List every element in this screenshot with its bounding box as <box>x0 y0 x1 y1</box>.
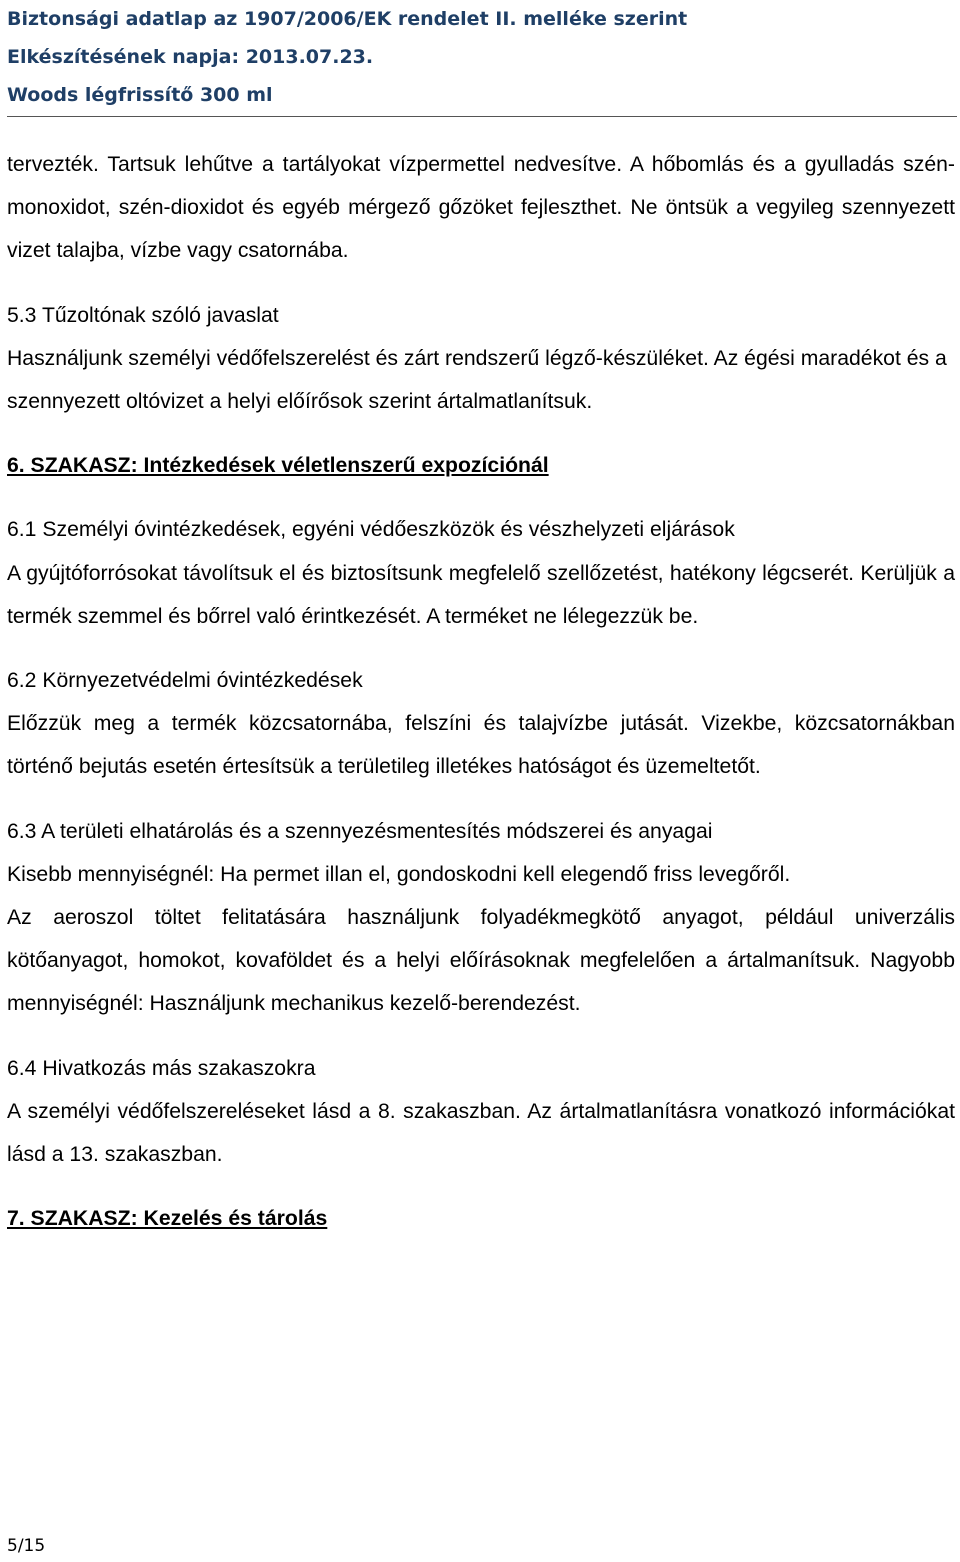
header-product: Woods légfrissítő 300 ml <box>7 84 273 106</box>
subsection-6-2-text: Előzzük meg a termék közcsatornába, felszíni és talajvízbe jutását. Vizekbe, közcsatornákban történő bejutás esetén értesítsük a területileg illetékes hatóságot és üzemeltetőt. <box>7 712 955 779</box>
spacer <box>7 638 955 659</box>
spacer <box>7 1176 955 1197</box>
header-date: Elkészítésének napja: 2013.07.23. <box>7 46 374 68</box>
section-7-title: 7. SZAKASZ: Kezelés és tárolás <box>7 1207 328 1231</box>
section-6-title: 6. SZAKASZ: Intézkedések véletlenszerű expozíciónál <box>7 454 549 478</box>
spacer <box>7 789 955 810</box>
subsection-6-4-text: A személyi védőfelszereléseket lásd a 8. szakaszban. Az ártalmatlanításra vonatkozó információkat lásd a 13. szakaszban. <box>7 1099 955 1167</box>
spacer <box>7 273 955 294</box>
document-body <box>7 143 955 1240</box>
subsection-6-4-title: 6.4 Hivatkozás más szakaszokra <box>7 1056 316 1080</box>
header-divider <box>7 116 957 117</box>
page-number: 5/15 <box>7 1536 46 1556</box>
subsection-5-3-text: Használjunk személyi védőfelszerelést és zárt rendszerű légző-készüléket. Az égési maradékot és a szennyezett oltóvizet a helyi előírősok szerint ártalmatlanítsuk. <box>7 346 947 414</box>
document-header <box>7 0 957 114</box>
subsection-6-1-text: A gyújtóforrósokat távolítsuk el és biztosítsunk megfelelő szellőzetést, hatékony légcserét. Kerüljük a termék szemmel és bőrrel való érintkezését. A terméket ne lélegezzük be. <box>7 561 955 628</box>
header-title: Biztonsági adatlap az 1907/2006/EK rendelet II. melléke szerint <box>7 8 688 30</box>
subsection-6-3-text-small: Kisebb mennyiségnél: Ha permet illan el, gondoskodni kell elegendő friss levegőről. <box>7 862 791 886</box>
spacer <box>7 1026 955 1047</box>
subsection-5-3-title: 5.3 Tűzoltónak szóló javaslat <box>7 303 279 327</box>
subsection-6-1-title: 6.1 Személyi óvintézkedések, egyéni védőeszközök és vészhelyzeti eljárások <box>7 518 735 542</box>
subsection-6-3-text-large: Az aeroszol töltet felitatására használjunk folyadékmegkötő anyagot, például univerzális kötőanyagot, homokot, kovaföldet és a helyi előírásoknak megfelelően a ártalmanítsuk. Nagyobb mennyiségnél: Használjunk mechanikus kezelő-berendezést. <box>7 906 955 1016</box>
subsection-6-3-title: 6.3 A területi elhatárolás és a szennyezésmentesítés módszerei és anyagai <box>7 819 713 843</box>
spacer <box>7 423 955 444</box>
spacer <box>7 487 955 508</box>
intro-paragraph: tervezték. Tartsuk lehűtve a tartályokat vízpermettel nedvesítve. A hőbomlás és a gyulladás szén-monoxidot, szén-dioxidot és egyéb mérgező gőzöket fejleszthet. Ne öntsük a vegyileg szennyezett vizet talajba, vízbe vagy csatornába. <box>7 153 955 263</box>
subsection-6-2-title: 6.2 Környezetvédelmi óvintézkedések <box>7 669 363 693</box>
